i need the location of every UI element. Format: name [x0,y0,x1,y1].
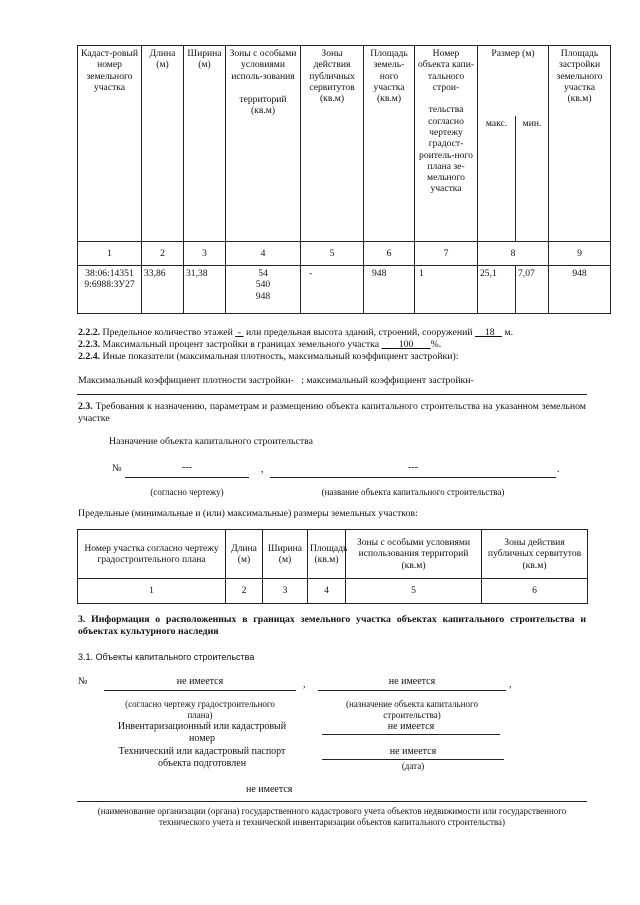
passport-label: Технический или кадастровый паспорт объекта подготовлен [118,746,286,769]
col-number-5: 5 [301,242,364,266]
col-number-4: 4 [226,242,301,266]
t2-header-servitude: Зоны действия публичных сервитутов (кв.м) [482,530,588,579]
passport-value: не имеется [389,746,437,757]
cell-zones-1: 54 [258,268,268,279]
purpose-name-value: --- [408,462,418,473]
section-2-2-3-text: Максимальный процент застройки в границах земельного участка [102,339,380,350]
header-zones-part1: Зоны с особыми условиями исполь-зования [229,48,297,82]
col-number-8: 8 [478,242,549,266]
cell-min: 7,07 [516,266,549,314]
section-3 [78,614,586,638]
header-zones [226,46,301,242]
cell-building-area: 948 [549,266,611,314]
height-value: 18 [484,327,495,338]
t2-col-number-5: 5 [346,579,482,604]
object-drawing-value: не имеется [176,676,224,687]
header-number-part2: тельства согласно чертежу градост-роитель-ного плана зе-мельного участка [419,104,473,195]
t2-header-length: Длина (м) [226,530,263,579]
section-3-number: 3. [78,614,86,625]
org-caption: (наименование организации (органа) государственного кадастрового учета объектов недвижимости или государственного технического учета и технической инвентаризации объектов капитального строительства) [97,806,567,828]
t2-header-area: Площадь (кв.м) [308,530,346,579]
t2-col-number-1: 1 [78,579,226,604]
section-2-2-4 [78,351,598,363]
t2-col-number-4: 4 [308,579,346,604]
header-number-part1: Номер объекта капи-тального строи- [417,48,475,93]
height-unit: м. [504,327,514,338]
purpose-drawing-value: --- [182,462,192,473]
col-number-3: 3 [184,242,226,266]
section-2-2-3 [78,339,598,351]
t2-col-number-3: 3 [263,579,308,604]
header-building-area: Площадь застройки земельного участка (кв.м) [549,46,611,242]
limit-sizes-label: Предельные (минимальные и (или) максимальные) размеры земельных участков: [78,508,418,519]
percent-unit: %. [430,339,442,350]
section-2-3-text: Требования к назначению, параметрам и размещению объекта капитального строительства на указанном земельном участке [78,401,587,424]
header-servitude: Зоны действия публичных сервитутов (кв.м) [301,46,364,242]
object-purpose-value: не имеется [388,676,436,687]
section-2-2-2 [78,327,598,339]
purpose-caption-drawing: (согласно чертежу) [150,487,224,497]
section-2-2-4-number: 2.2.4. [78,351,101,362]
floors-value: - [237,327,242,338]
col-number-1: 1 [78,242,142,266]
object-comma-1: , [303,679,306,690]
percent-value: 100 [398,339,414,350]
t2-header-width: Ширина (м) [263,530,308,579]
header-width: Ширина (м) [184,46,226,242]
inventory-line [322,734,500,735]
t2-header-zones: Зоны с особыми условиями использования территорий (кв.м) [346,530,482,579]
t2-col-number-6: 6 [482,579,588,604]
purpose-no: № [112,463,122,474]
cell-max: 25,1 [478,266,516,314]
purpose-dot: . [557,464,560,475]
cell-object-number: 1 [415,266,478,314]
cell-area: 948 [364,266,415,314]
cell-length: 33,86 [142,266,184,314]
header-size: Размер (м) [478,46,549,116]
section-3-1-title: 3.1. Объекты капитального строительства [78,652,255,662]
section-2-2-2-number: 2.2.2. [78,327,101,338]
cell-zones [226,266,301,314]
date-caption: (дата) [401,761,425,771]
header-min: мин. [516,116,549,242]
section-3-text: Информация о расположенных в границах земельного участка объектах капитального строительства и объектах культурного наследия [78,614,587,637]
purpose-drawing-line [125,477,249,478]
purpose-comma: , [261,464,264,475]
section-2-2-2-text2: или предельная высота зданий, строений, сооружений [245,327,473,338]
section-2-2-4-text: Иные показатели (максимальная плотность, максимальный коэффициент застройки): [102,351,459,362]
land-plot-table [77,45,611,314]
object-caption-drawing: (согласно чертежу градостроительного плана) [125,699,275,720]
object-caption-purpose: (назначение объекта капитального строительства) [346,699,478,720]
cell-servitude: - [301,266,364,314]
cell-zones-2: 540 [255,279,271,291]
col-number-2: 2 [142,242,184,266]
purpose-caption-name: (название объекта капитального строительства) [321,487,505,497]
section-2-2-2-text: Предельное количество этажей [102,327,233,338]
t2-col-number-2: 2 [226,579,263,604]
col-number-7: 7 [415,242,478,266]
col-number-9: 9 [549,242,611,266]
object-purpose-line [318,690,506,691]
object-drawing-line [104,690,296,691]
object-comma-2: , [509,679,512,690]
col-number-6: 6 [364,242,415,266]
header-zones-part2: территорий (кв.м) [239,93,287,117]
purpose-label: Назначение объекта капитального строительства [109,436,313,447]
passport-line [322,759,504,760]
coefficients-line: Максимальный коэффициент плотности застройки- ; максимальный коэффициент застройки- [78,375,474,386]
header-length: Длина (м) [142,46,184,242]
divider [77,394,587,395]
header-cadastral: Кадаст-ровый номер земельного участка [78,46,142,242]
cell-width: 31,38 [184,266,226,314]
section-2-2-3-number: 2.2.3. [78,339,101,350]
cell-zones-3: 948 [255,290,271,302]
header-area: Площадь земель-ного участка (кв.м) [364,46,415,242]
purpose-name-line [270,477,556,478]
section-2-3 [78,401,586,425]
section-2-3-number: 2.3. [78,401,93,412]
object-no: № [78,676,88,687]
inventory-value: не имеется [387,721,435,732]
org-line [77,801,587,802]
header-max: макс. [478,116,516,242]
limit-sizes-table [77,529,588,604]
header-object-number [415,46,478,242]
t2-header-plot-number: Номер участка согласно чертежу градостроительного плана [78,530,226,579]
cell-cadastral: 38:06:14351 9:6988:ЗУ27 [78,266,142,314]
inventory-label: Инвентаризационный или кадастровый номер [117,721,287,744]
org-value: не имеется [246,784,293,795]
